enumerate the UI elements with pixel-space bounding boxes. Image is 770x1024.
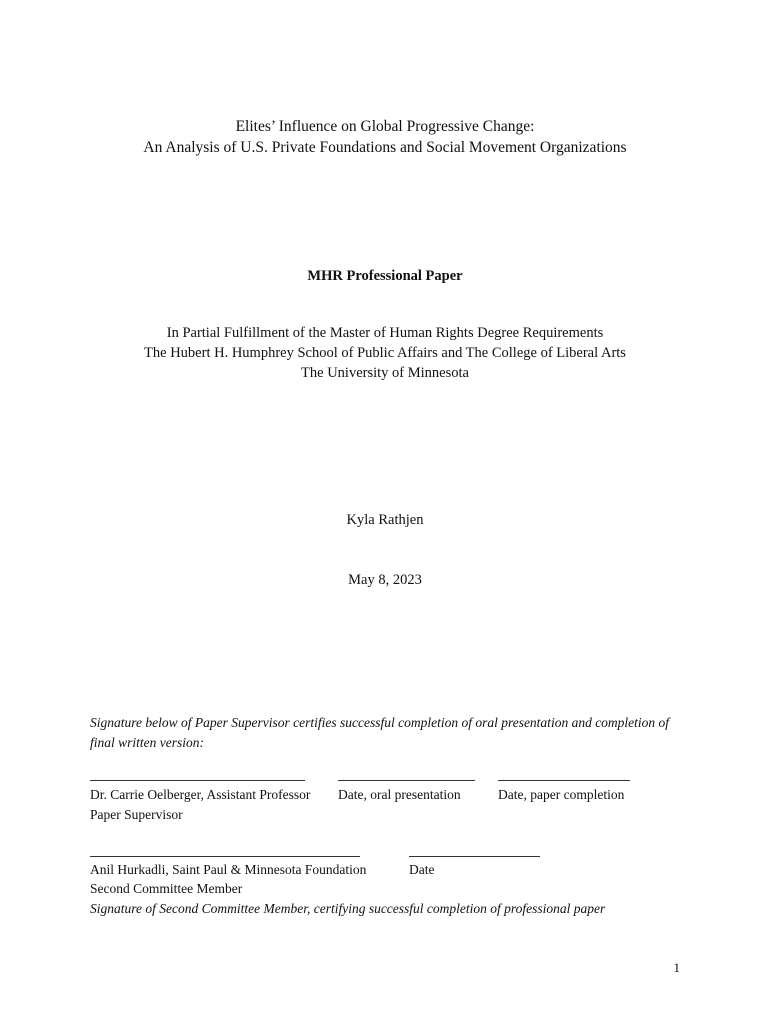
- requirement-line: The Hubert H. Humphrey School of Public Affairs and The College of Liberal Arts: [144, 345, 626, 361]
- second-member-note: Signature of Second Committee Member, certifying successful completion of professional paper: [90, 901, 606, 916]
- paper-date-line: [498, 780, 630, 781]
- second-member-name: Anil Hurkadli, Saint Paul & Minnesota Foundation: [90, 862, 367, 877]
- second-member-signature-line: [90, 856, 360, 857]
- supervisor-role: Paper Supervisor: [90, 807, 183, 822]
- paper-title-line-1: Elites’ Influence on Global Progressive Change:: [235, 118, 535, 135]
- supervisor-name-title: Dr. Carrie Oelberger, Assistant Professor: [90, 787, 311, 802]
- second-member-date-line: [409, 856, 540, 857]
- paper-date-label: Date, paper completion: [498, 787, 625, 802]
- oral-date-line: [338, 780, 475, 781]
- requirement-line: The University of Minnesota: [301, 365, 469, 381]
- paper-date: May 8, 2023: [348, 572, 422, 588]
- degree-requirements: [0, 323, 770, 383]
- requirement-line: In Partial Fulfillment of the Master of Human Rights Degree Requirements: [166, 325, 604, 341]
- second-member-role: Second Committee Member: [90, 881, 243, 896]
- second-member-date-label: Date: [409, 862, 435, 877]
- page-number: 1: [673, 960, 680, 975]
- author-name: Kyla Rathjen: [346, 512, 424, 528]
- paper-type-heading: MHR Professional Paper: [307, 268, 463, 284]
- signature-note: Signature below of Paper Supervisor certifies successful completion of oral presentation and completion of final written version:: [90, 715, 670, 750]
- paper-title-line-2: An Analysis of U.S. Private Foundations and Social Movement Organizations: [143, 139, 627, 156]
- supervisor-signature-line: [90, 780, 305, 781]
- oral-date-label: Date, oral presentation: [338, 787, 461, 802]
